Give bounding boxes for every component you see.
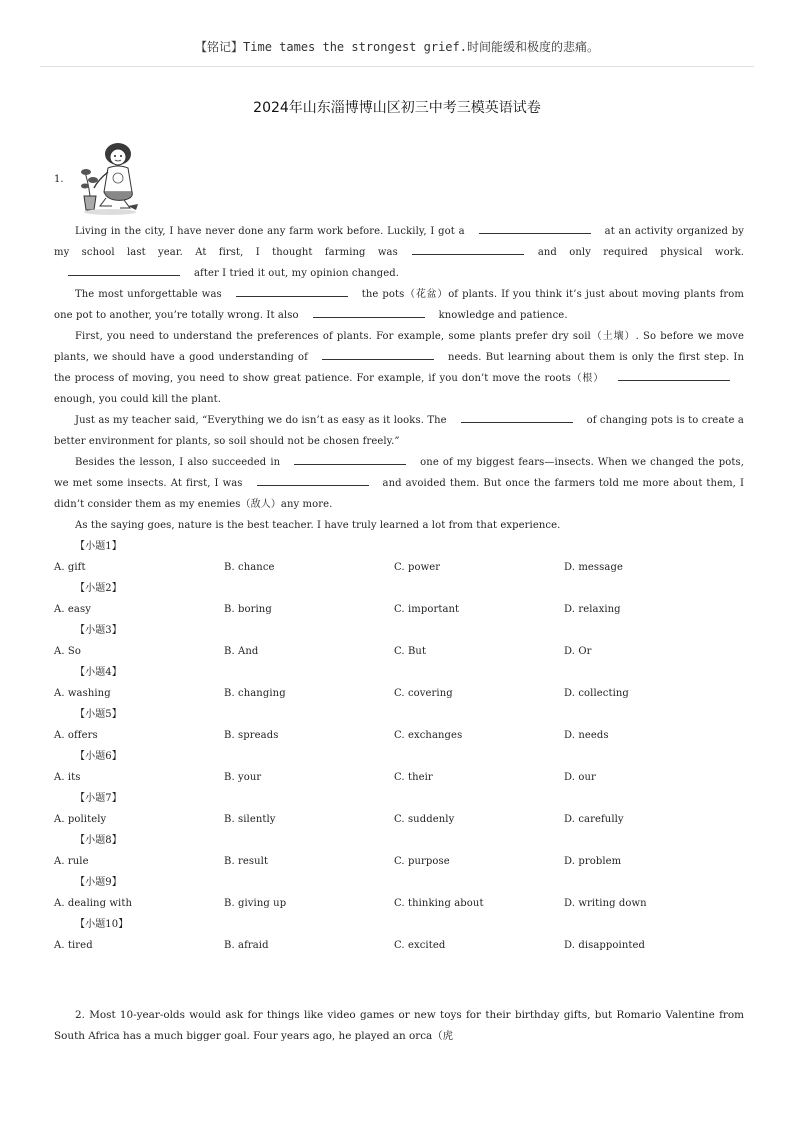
- subquestion-label: 【小题6】: [75, 751, 122, 762]
- subquestion-options: [54, 935, 744, 956]
- answer-option[interactable]: A. rule: [54, 856, 89, 867]
- answer-option[interactable]: A. politely: [54, 814, 107, 825]
- subquestion-label: 【小题4】: [75, 667, 122, 678]
- subquestion-list: [54, 536, 744, 956]
- answer-blank-8[interactable]: [461, 411, 573, 423]
- answer-option[interactable]: D. writing down: [564, 898, 647, 909]
- answer-option[interactable]: B. chance: [224, 562, 275, 573]
- subquestion-options: [54, 683, 744, 704]
- answer-option[interactable]: A. tired: [54, 940, 93, 951]
- answer-option[interactable]: D. message: [564, 562, 623, 573]
- answer-option[interactable]: C. thinking about: [394, 898, 484, 909]
- answer-option[interactable]: B. And: [224, 646, 259, 657]
- answer-option[interactable]: A. So: [54, 646, 81, 657]
- subquestion-label: 【小题3】: [75, 625, 122, 636]
- answer-option[interactable]: C. power: [394, 562, 441, 573]
- question-1-passage: [54, 221, 744, 956]
- answer-option[interactable]: D. problem: [564, 856, 622, 867]
- answer-option[interactable]: D. collecting: [564, 688, 629, 699]
- answer-blank-7[interactable]: [618, 369, 730, 381]
- passage-paragraph-6: As the saying goes, nature is the best teacher. I have truly learned a lot from that experience.: [75, 520, 561, 531]
- answer-option[interactable]: B. spreads: [224, 730, 279, 741]
- subquestion-options: [54, 893, 744, 914]
- subquestion-options: [54, 641, 744, 662]
- answer-blank-6[interactable]: [322, 348, 434, 360]
- answer-option[interactable]: D. disappointed: [564, 940, 646, 951]
- answer-option[interactable]: B. boring: [224, 604, 272, 615]
- answer-option[interactable]: A. offers: [54, 730, 98, 741]
- answer-option[interactable]: C. covering: [394, 688, 453, 699]
- header-divider: [40, 66, 754, 67]
- girl-planting-illustration: [78, 140, 144, 216]
- question-2-passage: [54, 1005, 744, 1047]
- subquestion-label: 【小题1】: [75, 541, 122, 552]
- subquestion-label: 【小题9】: [75, 877, 122, 888]
- subquestion-label: 【小题10】: [75, 919, 129, 930]
- answer-blank-4[interactable]: [236, 285, 348, 297]
- passage-paragraph-4: Just as my teacher said, “Everything we do isn’t as easy as it looks. The of changing pots is to create a better environment for plants, so soil should not be chosen freely.”: [54, 410, 744, 452]
- passage-paragraph-2: The most unforgettable was the pots（花盆）of plants. If you think it’s just about moving plants from one pot to another, you’re totally wrong. It also knowledge and patience.: [54, 284, 744, 326]
- answer-blank-1[interactable]: [479, 222, 591, 234]
- answer-option[interactable]: A. washing: [54, 688, 111, 699]
- answer-option[interactable]: A. gift: [54, 562, 86, 573]
- subquestion-options: [54, 767, 744, 788]
- answer-option[interactable]: D. relaxing: [564, 604, 621, 615]
- answer-option[interactable]: C. their: [394, 772, 433, 783]
- subquestion-options: [54, 557, 744, 578]
- answer-option[interactable]: B. changing: [224, 688, 286, 699]
- answer-option[interactable]: C. excited: [394, 940, 446, 951]
- answer-option[interactable]: B. giving up: [224, 898, 287, 909]
- answer-option[interactable]: D. our: [564, 772, 596, 783]
- answer-blank-9[interactable]: [294, 453, 406, 465]
- passage-paragraph-3: First, you need to understand the preferences of plants. For example, some plants prefer dry soil（土壤）. So before we move plants, we should have a good understanding of needs. But learning about them is only the first step. In the process of moving, you need to show great patience. For example, if you don’t move the roots（根）enough, you could kill the plant.: [54, 331, 744, 405]
- answer-blank-2[interactable]: [412, 243, 524, 255]
- subquestion-label: 【小题7】: [75, 793, 122, 804]
- exam-title: 2024年山东淄博博山区初三中考三模英语试卷: [253, 100, 541, 116]
- subquestion-options: [54, 851, 744, 872]
- answer-option[interactable]: A. its: [54, 772, 81, 783]
- answer-option[interactable]: A. dealing with: [54, 898, 132, 909]
- answer-option[interactable]: C. important: [394, 604, 460, 615]
- answer-option[interactable]: B. your: [224, 772, 262, 783]
- passage-paragraph-5: Besides the lesson, I also succeeded in one of my biggest fears—insects. When we changed the pots, we met some insects. At first, I was and avoided them. But once the farmers told me more about them, I didn’t consider them as my enemies（敌人）any more.: [54, 452, 744, 515]
- question-1-number: 1.: [54, 174, 64, 185]
- subquestion-options: [54, 599, 744, 620]
- answer-option[interactable]: C. purpose: [394, 856, 450, 867]
- answer-blank-5[interactable]: [313, 306, 425, 318]
- answer-option[interactable]: A. easy: [54, 604, 91, 615]
- answer-option[interactable]: B. result: [224, 856, 269, 867]
- answer-option[interactable]: C. But: [394, 646, 427, 657]
- answer-blank-3[interactable]: [68, 264, 180, 276]
- answer-blank-10[interactable]: [257, 474, 369, 486]
- subquestion-options: [54, 725, 744, 746]
- answer-option[interactable]: D. carefully: [564, 814, 624, 825]
- page-header-motto: 【铭记】Time tames the strongest grief.时间能缓和极度的悲痛。: [195, 40, 599, 54]
- answer-option[interactable]: B. afraid: [224, 940, 269, 951]
- answer-option[interactable]: B. silently: [224, 814, 276, 825]
- answer-option[interactable]: D. needs: [564, 730, 609, 741]
- passage-paragraph-1: Living in the city, I have never done any farm work before. Luckily, I got a at an activity organized by my school last year. At first, I thought farming was and only required physical work.after I tried it out, my opinion changed.: [54, 221, 744, 284]
- answer-option[interactable]: C. suddenly: [394, 814, 455, 825]
- subquestion-label: 【小题2】: [75, 583, 122, 594]
- answer-option[interactable]: D. Or: [564, 646, 592, 657]
- subquestion-label: 【小题8】: [75, 835, 122, 846]
- subquestion-options: [54, 809, 744, 830]
- question-2-text: 2. Most 10-year-olds would ask for things like video games or new toys for their birthday gifts, but Romario Valentine from South Africa has a much bigger goal. Four years ago, he played an orca（虎: [54, 1009, 744, 1042]
- subquestion-label: 【小题5】: [75, 709, 122, 720]
- answer-option[interactable]: C. exchanges: [394, 730, 463, 741]
